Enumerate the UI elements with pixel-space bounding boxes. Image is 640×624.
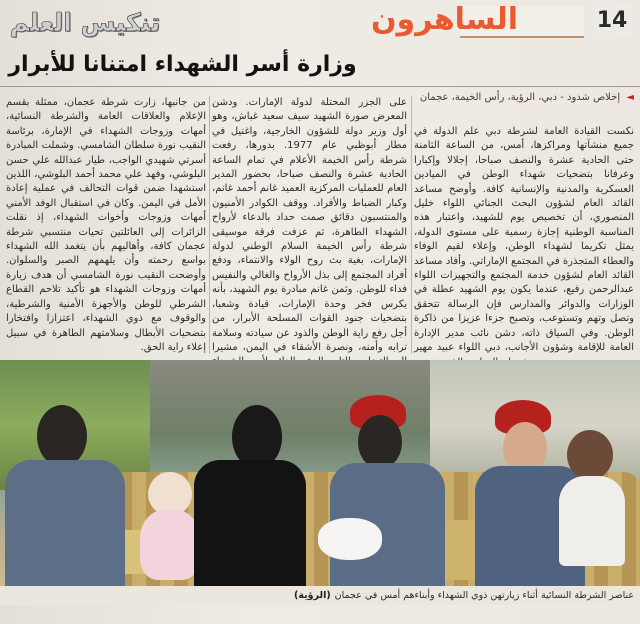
photo-child xyxy=(555,430,635,580)
article-column-left xyxy=(6,96,206,358)
photo-person-mother xyxy=(190,405,310,605)
page-number: 14 xyxy=(590,3,634,37)
article-column-right xyxy=(414,125,634,357)
photo-person-officer-beret xyxy=(330,395,450,605)
byline-text: إخلاص شدود - دبي، الرؤية، رأس الخيمة، عجمان xyxy=(419,92,621,103)
headline: وزارة أسر الشهداء امتنانا للأبرار xyxy=(8,52,357,77)
byline xyxy=(420,92,634,103)
arrow-icon: ◄ xyxy=(626,92,634,103)
section-title: الساهرون xyxy=(370,2,518,37)
headline-kicker: تنكيس العلم xyxy=(10,8,161,37)
article-column-middle xyxy=(212,96,407,358)
photo-caption xyxy=(0,586,640,605)
caption-source: (الرؤية) xyxy=(294,590,331,601)
photo-person-officer xyxy=(5,405,125,605)
photo-baby xyxy=(318,518,382,560)
header-divider xyxy=(0,86,640,87)
column-text: نكست القيادة العامة لشرطة دبي علم الدولة في جميع منشآتها ومراكزها، أمس، من الساعة الثامنة حتى الحادية عشرة والنصف صباحا، إجلالا وإكبارا وعرفانا بتضحيات شهداء الوطن في الميادين العسكرية والمدنية والإنسانية كافة. وأوضح مساعد القائد العام لشؤون البحث الجنائي اللواء خليل المنصوري، أن تخصيص يوم للشهيد، واعتبار هذه المناسبة الوطنية إجازة رسمية على مستوى الدولة، يمثل تكريما لشهداء الوطن، وإعلاء لقيم الوفاء والعطاء المتجذرة في المجتمع الإماراتي. وأفاد مساعد القائد العام لشؤون خدمة المجتمع والتجهيزات اللواء عبدالرحمن رفيع، عندما يكون يوم الشهيد عطلة في الوزارات والدوائر والمدارس فإن الرسالة تتحقق وتصل وتهم وتستوعب، وتصبح جزءا عزيزا من ذاكرة الوطن. وفي السياق ذاته، دشن نائب مدير الإدارة العامة للإقامة وشؤون الأجانب، دبي اللواء عبيد مهير xyxy=(414,126,634,354)
column-text: على الجزر المحتلة لدولة الإمارات. ودشن المعرض صورة الشهيد سيف سعيد غباش، وهو أول وزير دولة للشؤون الخارجية، واغتيل في مطار أبوظبي عام 1977. بدورها، رفعت شرطة رأس الخيمة الأعلام في تمام الساعة الحادية عشرة والنصف صباحا، بحضور المدير العام للعمليات المركزية العميد غانم أحمد غانم، وكبار الضباط والأفراد. ووقف الكوادر الأمنيون والمنتسبون دقائق صمت حداد بالدعاء لأرواح الشهداء الطاهرة، ثم عزفت فرقة موسيقى شرطة رأس الخيمة السلام الوطني لدولة الإمارات، بغية بث روح الولاء والانتماء، ودفع أفراد المجتمع إلى بذل الأرواح والغالي والنفيس فداء للوطن. وثمن غانم مبادرة يوم الشهيد، بأنه يكرس فخر وحدة الإمارات، قيادة وشعبا، بتضحيات جنود القوات المسلحة الأبرار، من أجل رفع راية الوطن والذود عن سيادته وسلامة ترابه وأمنه، ونصرة الأشقاء في اليمن، مشيرا xyxy=(212,97,408,353)
column-divider xyxy=(209,96,210,354)
caption-text: عناصر الشرطة النسائية أثناء زيارتهن ذوي الشهداء وأبناءهم أمس في عجمان xyxy=(334,590,634,601)
column-divider xyxy=(411,96,412,354)
article-photo xyxy=(0,360,640,605)
column-text: من جانبها، زارت شرطة عجمان، ممثلة بقسم الإعلام والعلاقات العامة والشرطة النسائية، أمهات وزوجات الشهداء في الإمارة، برئاسة النقيب نورة سلطان الشامسي. وشملت المبادرة أسرتي شهيدي الواجب، طيار عبدالله علي حسن البلوشي، وفهد علي محمد أحمد البلوشي، اللذين استشهدا ضمن قوات التحالف في عملية إعادة الأمل في اليمن. وكان في استقبال الوفد الأمني أمهات وزوجات وأخوات الشهداء، إذ نقلت الزائرات إلى العائلتين تحيات منتسبي شرطة عجمان كافة، وأهاليهم بأن يتغمد الله الشهداء بواسع رحمته وأن يلهمهم الصبر والسلوان. وأوضحت النقيب نورة الشامسي أن هدف زيارة أمهات وزوجات الشهداء هو تأكيد تلاحم القطاع الشرطي للوطن والأجهزة الأمنية والشرطية، والوقوف مع ذوي الشهداء، اعتزازا وافتخارا بتضحيات الأبطال وسلامتهم الطاهرة في سبيل إعلاء راية الحق. xyxy=(6,97,206,353)
